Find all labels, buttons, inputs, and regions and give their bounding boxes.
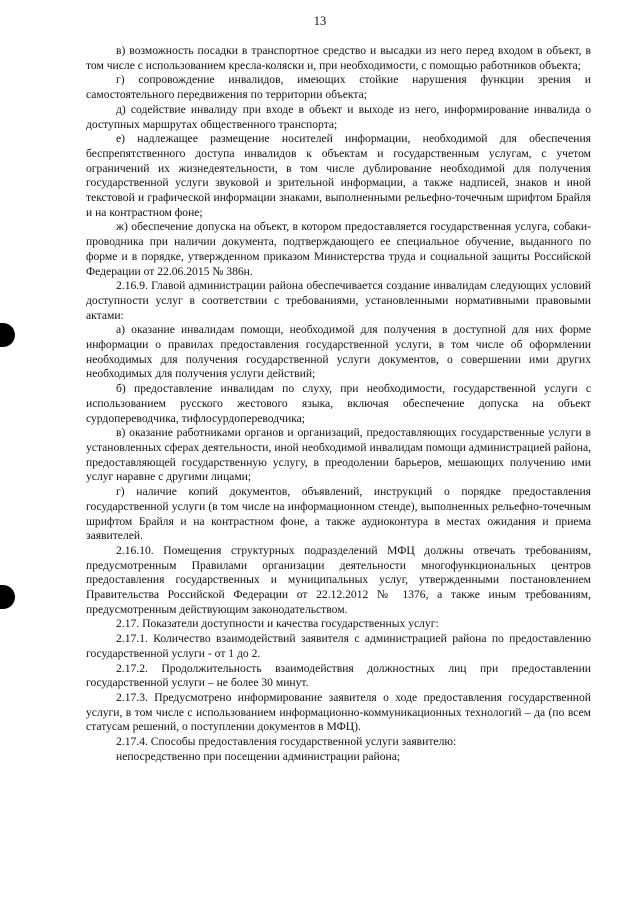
paragraph-9-b: б) предоставление инвалидам по слуху, при необходимости, государственной услуги с использованием русского жестового языка, включая обеспечение допуска на объект сурдопереводчика, тифлосурдопереводчика; — [86, 382, 591, 425]
section-2-17-4: 2.17.4. Способы предоставления государственной услуги заявителю: — [116, 735, 457, 749]
section-2-16-10: 2.16.10. Помещения структурных подразделений МФЦ должны отвечать требованиям, предусмотренным Правилами организации деятельности многофункциональных центров предоставления государственных и муниципальных услуг, утвержденными постановлением Правительства Российской Федерации от 22.12.2012 № 1376, а также иным требованиям, предусмотренным действующим законодательством. — [86, 543, 591, 616]
document-body — [86, 44, 591, 764]
section-2-17-2: 2.17.2. Продолжительность взаимодействия должностных лиц при предоставлении государственной услуги – не более 30 минут. — [86, 661, 591, 690]
paragraph-3-zh: ж) обеспечение допуска на объект, в котором предоставляется государственная услуга, собаки-проводника при наличии документа, подтверждающего ее специальное обучение, выданного по форме и в порядке, утвержденном приказом Министерства труда и социальной защиты Российской Федерации от 22.06.2015 № 386н. — [86, 220, 591, 278]
paragraph-9-g: г) наличие копий документов, объявлений, инструкций о порядке предоставления государственной услуги (в том числе на информационном стенде), выполненных рельефно-точечным шрифтом Брайля и на контрастном фоне, а также аудиоконтура в местах ожидания и приема заявителей. — [86, 485, 591, 543]
paragraph-9-a: а) оказание инвалидам помощи, необходимой для получения в доступной для них форме информации о правилах предоставления государственной услуги, в том числе об оформлении необходимых для получения государственной услуги документов, о совершении ими других необходимых для получения услуги действий; — [86, 323, 591, 381]
section-2-17: 2.17. Показатели доступности и качества государственных услуг: — [116, 617, 439, 631]
paragraph-3-e: е) надлежащее размещение носителей информации, необходимой для обеспечения беспрепятственного доступа инвалидов к объектам и государственным услугам, с учетом ограничений их жизнедеятельности, в том числе дублирование необходимой для получения государственной услуги звуковой и зрительной информации, а также надписей, знаков и иной текстовой и графической информации знаками, выполненными рельефно-точечным шрифтом Брайля и на контрастном фоне; — [86, 132, 591, 219]
page-number: 13 — [313, 14, 327, 28]
section-2-16-9: 2.16.9. Главой администрации района обеспечивается создание инвалидам следующих условий доступности услуг в соответствии с требованиями, установленными нормативными правовыми актами: — [86, 279, 591, 322]
paragraph-3-d: д) содействие инвалиду при входе в объект и выходе из него, информирование инвалида о доступных маршрутах общественного транспорта; — [86, 102, 591, 131]
section-2-17-1: 2.17.1. Количество взаимодействий заявителя с администрацией района по предоставлению государственной услуги - от 1 до 2. — [86, 632, 591, 660]
paragraph-3-v: в) возможность посадки в транспортное средство и высадки из него перед входом в объект, в том числе с использованием кресла-коляски и, при необходимости, с помощью работников объекта; — [86, 44, 591, 72]
section-2-17-3: 2.17.3. Предусмотрено информирование заявителя о ходе предоставления государственной услуги, в том числе с использованием информационно-коммуникационных технологий – да (по всем статусам решений, о поступлении документов в МФЦ). — [86, 690, 591, 734]
paragraph-9-v: в) оказание работниками органов и организаций, предоставляющих государственные услуги в установленных сферах деятельности, иной необходимой инвалидам помощи администрацией района, предоставляющей государственную услугу, в преодолении барьеров, мешающих получению ими услуг наравне с другими лицами; — [86, 426, 591, 484]
paragraph-3-g: г) сопровождение инвалидов, имеющих стойкие нарушения функции зрения и самостоятельного передвижения по территории объекта; — [86, 73, 591, 102]
list-item-in-person: непосредственно при посещении администрации района; — [116, 749, 401, 763]
punch-hole-upper — [0, 323, 15, 347]
punch-hole-lower — [0, 585, 15, 609]
